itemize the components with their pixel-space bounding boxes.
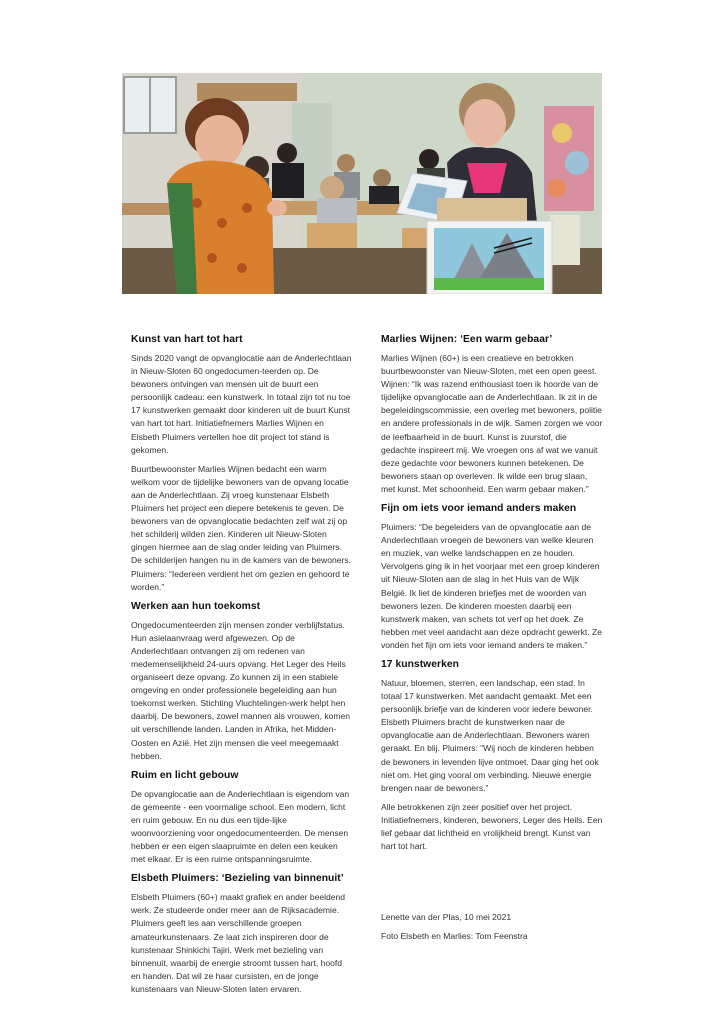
body-paragraph: Marlies Wijnen (60+) is een creatieve en betrokken buurtbewoonster van Nieuw-Sloten, met een open geest. Wijnen: “Ik was razend enthousiast toen ik hoorde van de tijdelijke opvanglocatie aan de Anderlechtlaan. Ik zit in de begeleidingscommissie, een overleg met bewoners, politie en andere professionals in de wijk. Samen zorgen we voor de leefbaarheid in de buurt. Kunst is zuurstof, die gedachte inspireert mij. We vroegen ons af wat we vanuit deze gedachte voor bewoners kunnen betekenen. De bewoners staan op overleven. Ik wilde een brug slaan, met kunst. Met schoonheid. Een warm gebaar maken.” bbox=[381, 353, 603, 494]
section-heading: Elsbeth Pluimers: ‘Bezieling van binnenuit’ bbox=[131, 873, 344, 885]
left-column bbox=[131, 333, 353, 1002]
section-heading: Ruim en licht gebouw bbox=[131, 769, 239, 781]
spacer bbox=[381, 859, 603, 911]
body-paragraph: Natuur, bloemen, sterren, een landschap, een stad. In totaal 17 kunstwerken. Met aandacht gemaakt. Met een persoonlijk briefje van de kinderen voor iedere bewoner. Elsbeth Pluimers bracht de kunstwerken naar de opvanglocatie aan de Anderlechtlaan. Bewoners waren geraakt. En blij. Pluimers: “Wij noch de kinderen hebben de bewoners in levenden lijve ontmoet. Daar ging het ook niet om. Het ging vooral om verbinding. Nieuwe energie brengen naar de bewoners.” bbox=[381, 677, 599, 793]
section-heading: Werken aan hun toekomst bbox=[131, 600, 261, 612]
section-heading: Marlies Wijnen: ‘Een warm gebaar’ bbox=[381, 334, 553, 345]
body-paragraph: Pluimers: “De begeleiders van de opvanglocatie aan de Anderlechtlaan vroegen de bewoners van welke kleuren en muziek, van welke landschappen en ze houden. Vervolgens ging ik in het voorjaar met een groep kinderen uit Nieuw-Sloten aan de slag in het Huis van de Wijk België. Ik liet de kinderen briefjes met de woorden van bewoners lezen. De kinderen moesten daarbij een kunstwerk maken, van schets tot verf op het doek. Ze hebben met veel aandacht aan deze opdracht gewerkt. Ze vonden het fijn om iets voor iemand anders te maken.” bbox=[381, 522, 602, 650]
body-paragraph: Ongedocumenteerden zijn mensen zonder verblijfstatus. Hun asielaanvraag werd afgewezen. Op de Anderlechtlaan ontvangen zij om redenen van medemenselijkheid 24-uurs opvang. Het Leger des Heils organiseert deze opvang. Zo kunnen zij in een stabiele omgeving en onder professionele begeleiding aan hun toekomst werken. Stichting Vluchtelingen-werk helpt hen daarbij. De bewoners, zowel mannen als vrouwen, komen uit verschillende landen. Landen in Afrika, het Midden-Oosten en Azië. Het zijn mensen die veel meegemaakt hebben. bbox=[131, 619, 351, 761]
body-paragraph: Elsbeth Pluimers (60+) maakt grafiek en ander beeldend werk. Ze studeerde onder meer aan de Rijksacademie. Pluimers geeft les aan verschillende groepen amateurkunstenaars. Ze laat zich inspireren door de kunstenaar Shinkichi Tajiri. Werk met bezieling van binnenuit, waarbij de energie stroomt tussen hart, hoofd en handen. Dat wil ze haar cursisten, en de jonge kunstenaars van Nieuw-Sloten laten ervaren. bbox=[131, 892, 346, 994]
body-paragraph: Sinds 2020 vangt de opvanglocatie aan de Anderlechtlaan in Nieuw-Sloten 60 ongedocumen-teerden op. De bewoners ontvingen van mensen uit de buurt een persoonlijk cadeau: een kunstwerk. In totaal zijn tot nu toe 17 kunstwerken gemaakt door kinderen uit de buurt Kunst van hart tot hart. Initiatiefnemers Marlies Wijnen en Elsbeth Pluimers vertellen hoe dit project tot stand is gekomen. bbox=[131, 353, 352, 455]
section-heading: Fijn om iets voor iemand anders maken bbox=[381, 503, 577, 515]
body-paragraph: Alle betrokkenen zijn zeer positief over het project. Initiatiefnemers, kinderen, bewoners, Leger des Heils. Een lief gebaar dat lichtheid en vrolijkheid brengt. Kunst van hart tot hart. bbox=[381, 801, 603, 852]
article-photo bbox=[122, 73, 602, 294]
body-paragraph: Buurtbewoonster Marlies Wijnen bedacht een warm welkom voor de tijdelijke bewoners van de opvang locatie aan de Anderlechtlaan. Zij vroeg kunstenaar Elsbeth Pluimers het project een diepere betekenis te geven. De bewoners van de opvanglocatie bedachten zelf wat zij op het schilderij wilden zien. Kinderen uit Nieuw-Sloten gingen hiermee aan de slag onder leiding van Pluimers. De schilderijen hangen nu in de kamers van de bewoners. Pluimers: “Iedereen verdient het om gezien en gehoord te worden.” bbox=[131, 463, 351, 592]
section-heading: 17 kunstwerken bbox=[381, 658, 459, 670]
author-date: Lenette van der Plas, 10 mei 2021 bbox=[381, 912, 512, 923]
right-column bbox=[381, 333, 603, 949]
photo-credit: Foto Elsbeth en Marlies: Tom Feenstra bbox=[381, 931, 528, 942]
photo-illustration bbox=[122, 73, 602, 294]
section-heading: Kunst van hart tot hart bbox=[131, 334, 243, 345]
body-paragraph: De opvanglocatie aan de Anderlechtlaan is eigendom van de gemeente - een voormalige school. Een modern, licht en ruim gebouw. En nu dus een tijde-lijke woonvoorziening voor ongedocumenteerden. De mensen hebben er een eigen slaapruimte en delen een keuken met elkaar. Er is een ruime ontspanningsruimte. bbox=[131, 788, 350, 865]
